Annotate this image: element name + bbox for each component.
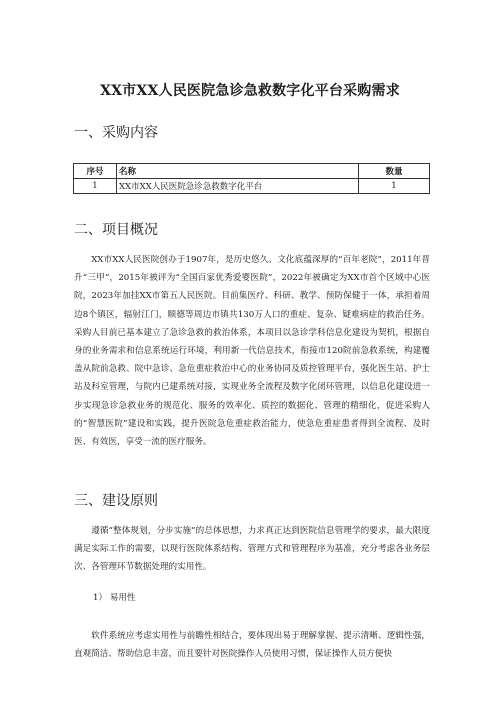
section-heading-procurement: 一、采购内容 xyxy=(74,125,158,141)
cell-name: XX市XX人民医院急诊急救数字化平台 xyxy=(117,179,359,194)
table-header-row xyxy=(74,164,430,179)
cell-no: 1 xyxy=(74,179,117,194)
col-header-qty: 数量 xyxy=(359,164,430,179)
usability-paragraph: 软件系统应考虑实用性与前瞻性相结合，要体现出易于理解掌握、提示清晰、逻辑性强，直观简洁、帮助信息丰富，而且要针对医院操作人员使用习惯，保证操作人员方便快 xyxy=(74,631,430,660)
overview-paragraph: XX市XX人民医院创办于1907年，是历史悠久、文化底蕴深厚的“百年老院”，2011年晋升“三甲”，2015年被评为“全国百家优秀爱婴医院”，2022年被确定为XX市首个区域中心医院，2023年加挂XX市第五人民医院。目前集医疗、科研、教学、预防保健于一体，承担着周边8个镇区，辐射江门，顺德等周边市镇共130万人口的重症、复杂、疑难病症的救治任务。采购人目前已基本建立了急诊急救的救治体系，本项目以急诊学科信息化建设为契机，根据自身的业务需求和信息系统运行环境，利用新一代信息技术，衔接市120院前急救系统，构建覆盖从院前急救、院中急诊、急危重症救治中心的业务协同及质控管理平台，强化医生站、护士站及科室管理，与院内已建系统对接，实现业务全流程及数字化闭环管理，以信息化建设进一步实现急诊急救业务的规范化、服务的效率化、质控的数据化、管理的精细化，促进采购人的“智慧医院”建设和实践，提升医院急危重症救治能力，使急危重症患者得到全流程、及时医、有效医，享受一流的医疗服务。 xyxy=(74,255,430,448)
col-header-no: 序号 xyxy=(74,164,117,179)
col-header-name: 名称 xyxy=(117,164,359,179)
principles-intro-paragraph: 遵循“整体规划，分步实施”的总体思想，力求真正达到医院信息管理学的要求，最大限度满足实际工作的需要，以现行医院体系结构、管理方式和管理程序为基准，充分考虑各业务层次、各管理环节数据处理的实用性。 xyxy=(74,526,430,573)
section-heading-principles: 三、建设原则 xyxy=(74,493,158,509)
subheading-usability: 1） 易用性 xyxy=(93,593,136,603)
cell-qty: 1 xyxy=(359,179,430,194)
section-heading-overview: 二、项目概况 xyxy=(74,222,158,238)
document-title: XX市XX人民医院急诊急救数字化平台采购需求 xyxy=(100,83,400,99)
procurement-table xyxy=(73,163,430,194)
table-row xyxy=(74,179,430,194)
